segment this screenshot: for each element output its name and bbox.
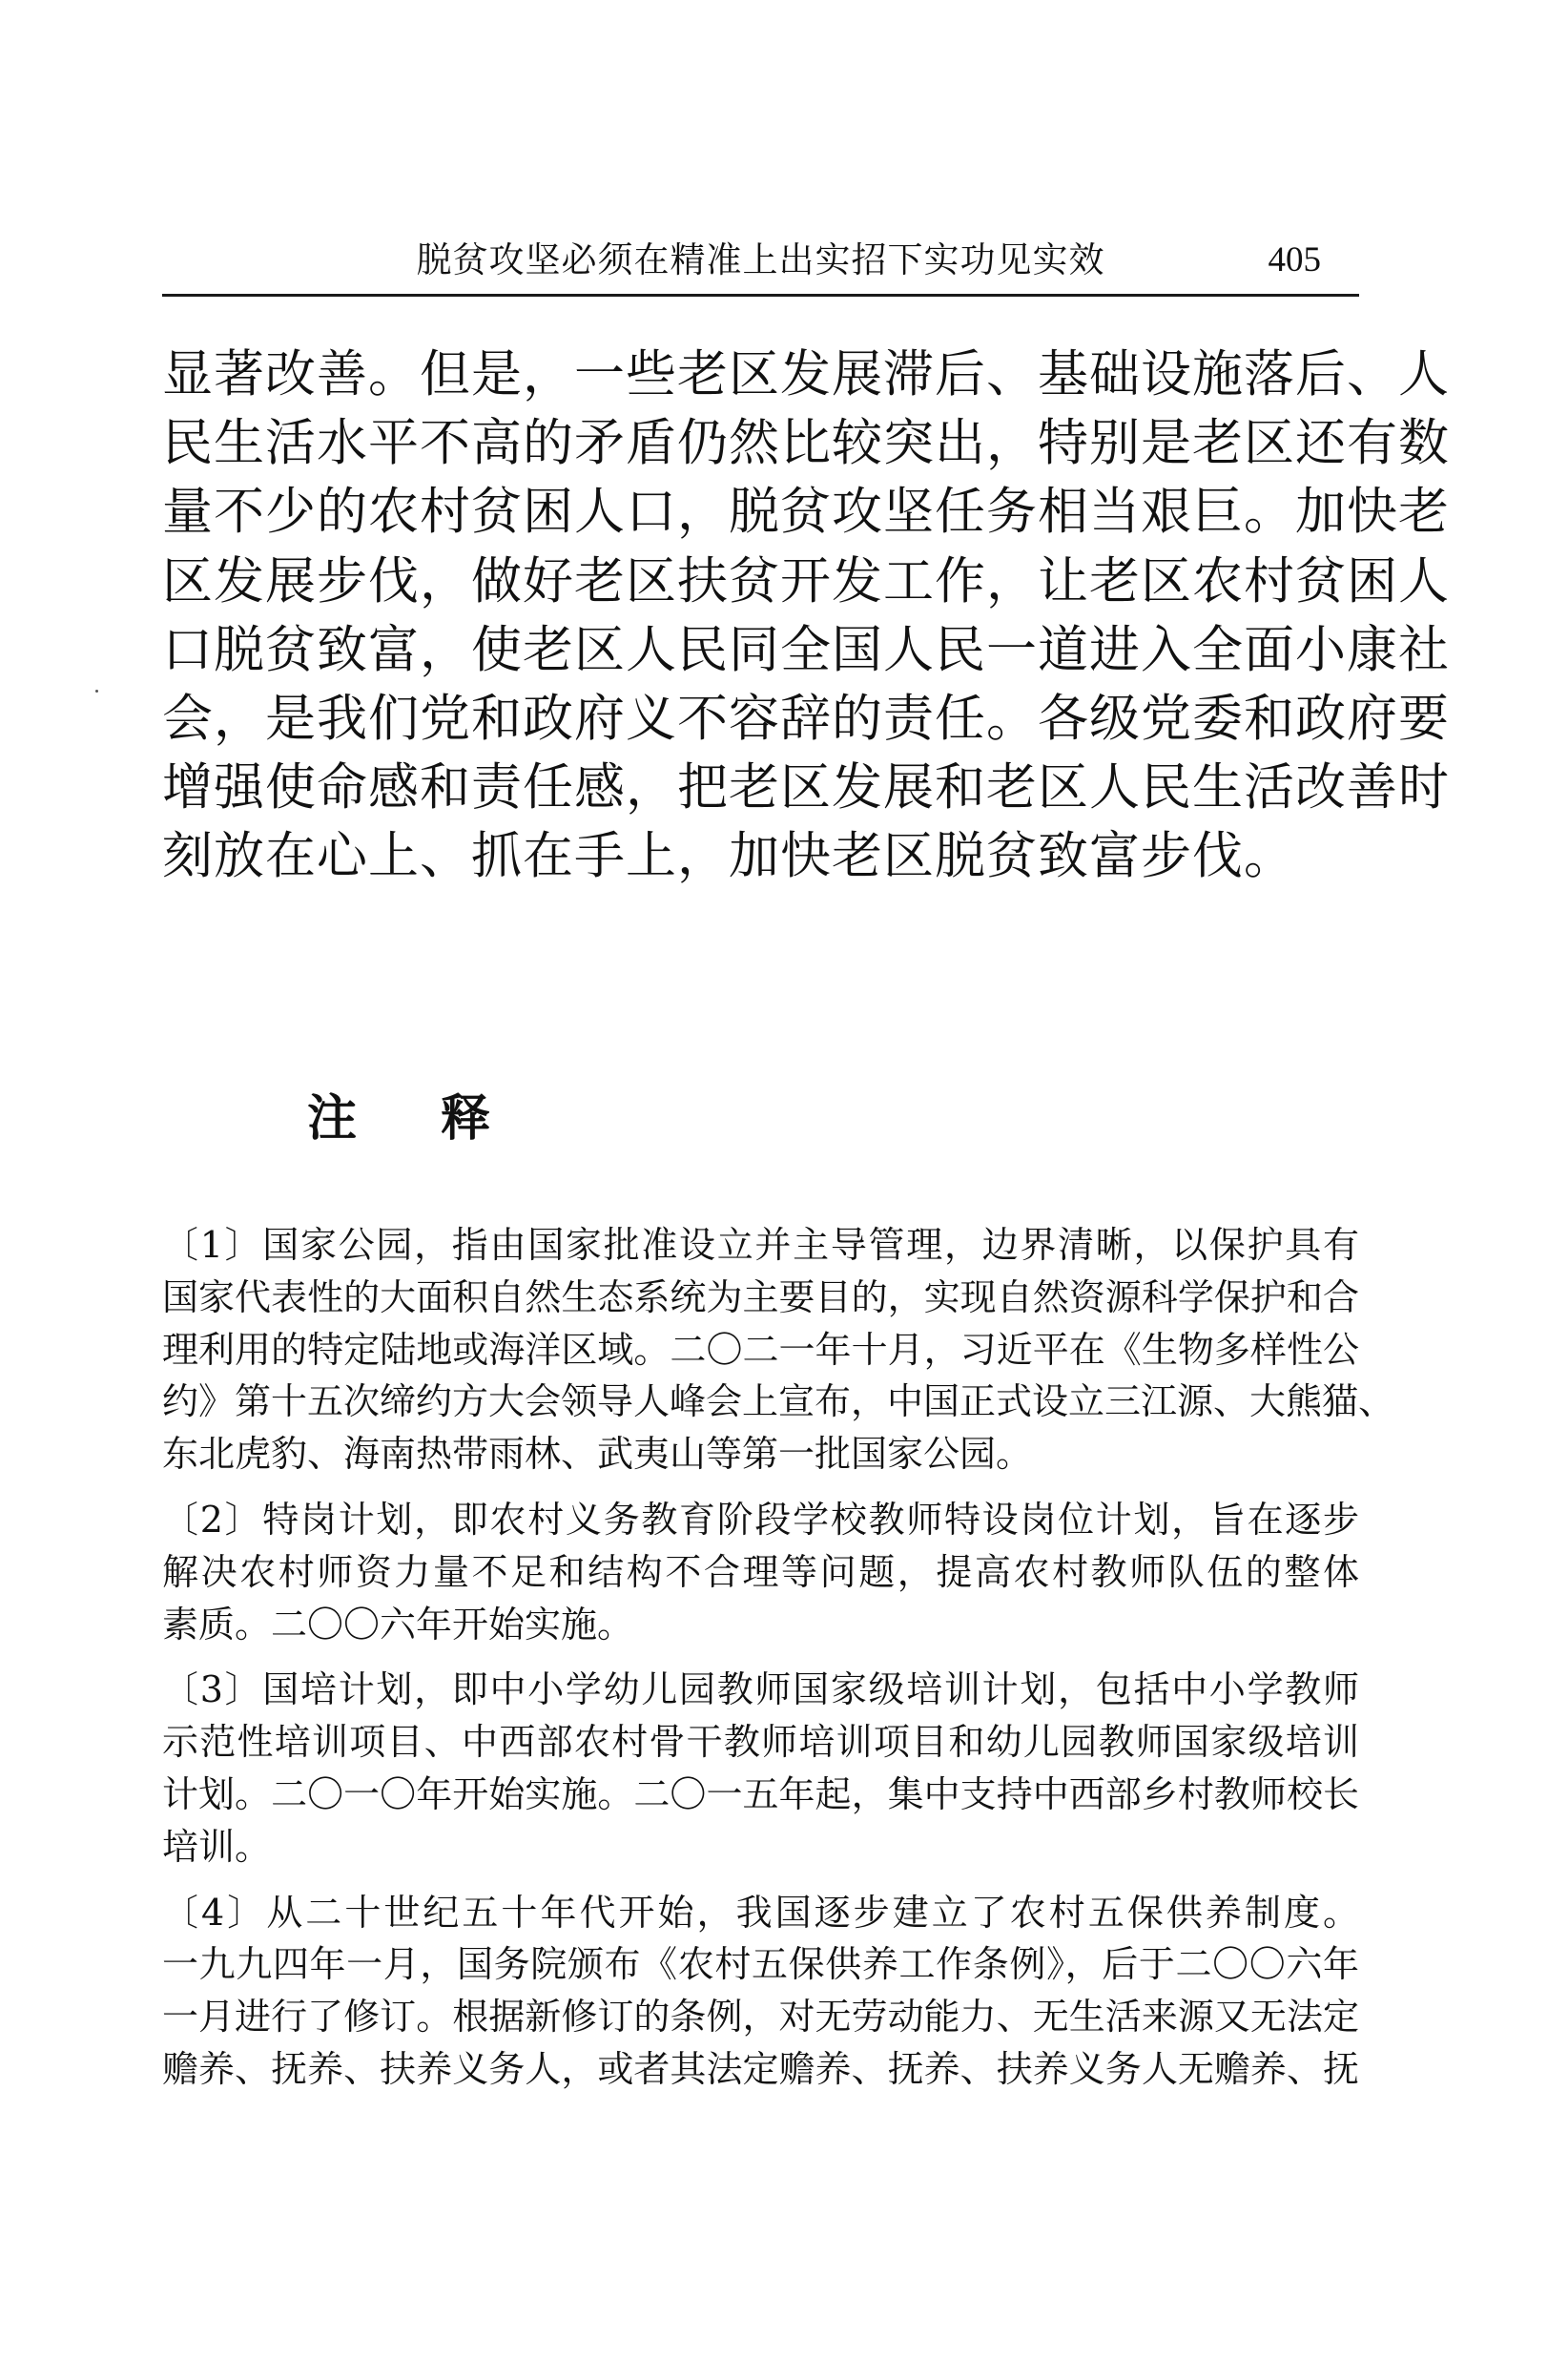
note-line: 〔2〕特岗计划，即农村义务教育阶段学校教师特设岗位计划，旨在逐步 — [162, 1498, 1359, 1541]
body-line: 增强使命感和责任感，把老区发展和老区人民生活改善时 — [162, 758, 1450, 818]
note-line: 培训。 — [162, 1825, 272, 1868]
scan-speck — [95, 690, 98, 693]
note-line: 解决农村师资力量不足和结构不合理等问题，提高农村教师队伍的整体 — [162, 1550, 1359, 1593]
note-line: 理利用的特定陆地或海洋区域。二〇二一年十月，习近平在《生物多样性公 — [162, 1328, 1359, 1371]
note-line: 赡养、抚养、扶养义务人，或者其法定赡养、抚养、扶养义务人无赡养、抚 — [162, 2047, 1359, 2090]
note-line: 约》第十五次缔约方大会领导人峰会上宣布，中国正式设立三江源、大熊猫、 — [162, 1380, 1395, 1423]
note-line: 素质。二〇〇六年开始实施。 — [162, 1603, 634, 1646]
note-line: 示范性培训项目、中西部农村骨干教师培训项目和幼儿园教师国家级培训 — [162, 1721, 1359, 1764]
note-4 — [162, 1887, 1359, 2096]
note-line: 一月进行了修订。根据新修订的条例，对无劳动能力、无生活来源又无法定 — [162, 1996, 1359, 2039]
page-number: 405 — [1268, 240, 1321, 279]
note-2 — [162, 1494, 1359, 1650]
notes-section — [162, 1219, 1395, 2109]
notes-heading: 注释 — [307, 1090, 575, 1148]
body-line: 民生活水平不高的矛盾仍然比较突出，特别是老区还有数 — [162, 414, 1450, 473]
body-paragraph — [162, 341, 1450, 892]
note-line: 〔1〕国家公园，指由国家批准设立并主导管理，边界清晰，以保护具有 — [162, 1224, 1359, 1266]
note-3 — [162, 1664, 1359, 1873]
body-line: 口脱贫致富，使老区人民同全国人民一道进入全面小康社 — [162, 620, 1450, 679]
note-line: 〔4〕从二十世纪五十年代开始，我国逐步建立了农村五保供养制度。 — [162, 1891, 1359, 1934]
body-line: 刻放在心上、抓在手上，加快老区脱贫致富步伐。 — [162, 827, 1295, 886]
running-header — [162, 237, 1359, 297]
body-line: 显著改善。但是，一些老区发展滞后、基础设施落后、人 — [162, 345, 1450, 404]
body-line: 会，是我们党和政府义不容辞的责任。各级党委和政府要 — [162, 690, 1450, 749]
note-line: 〔3〕国培计划，即中小学幼儿园教师国家级培训计划，包括中小学教师 — [162, 1668, 1359, 1711]
note-1 — [162, 1219, 1395, 1480]
body-line: 区发展步伐，做好老区扶贫开发工作，让老区农村贫困人 — [162, 551, 1450, 611]
note-line: 一九九四年一月，国务院颁布《农村五保供养工作条例》，后于二〇〇六年 — [162, 1943, 1359, 1986]
body-line: 量不少的农村贫困人口，脱贫攻坚任务相当艰巨。加快老 — [162, 483, 1450, 542]
running-title: 脱贫攻坚必须在精准上出实招下实功见实效 — [416, 239, 1105, 280]
note-line: 国家代表性的大面积自然生态系统为主要目的，实现自然资源科学保护和合 — [162, 1275, 1359, 1318]
note-line: 东北虎豹、海南热带雨林、武夷山等第一批国家公园。 — [162, 1433, 1033, 1476]
note-line: 计划。二〇一〇年开始实施。二〇一五年起，集中支持中西部乡村教师校长 — [162, 1772, 1359, 1815]
